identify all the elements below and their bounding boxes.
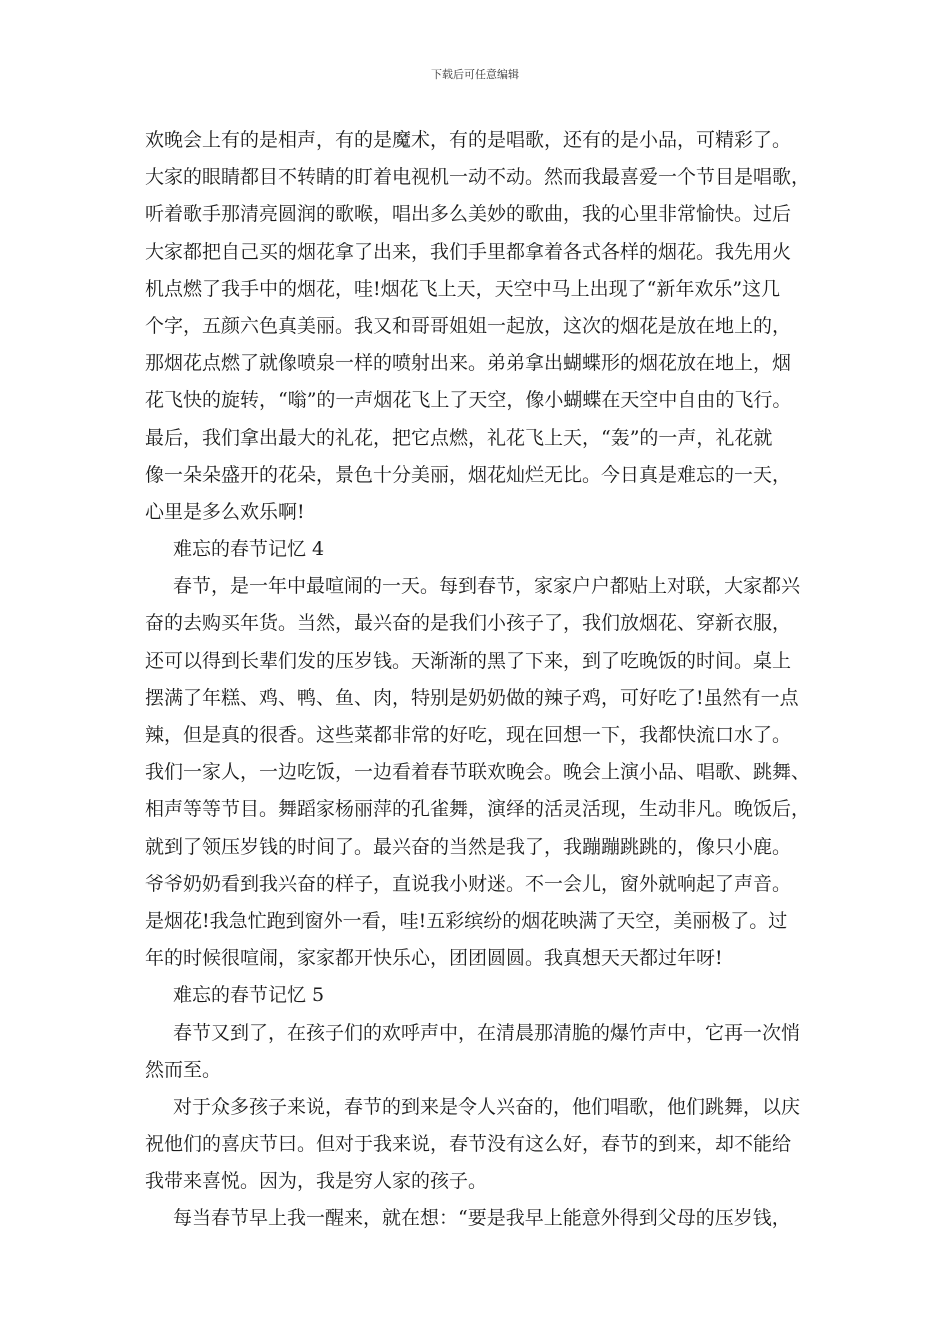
text-line: 花飞快的旋转，“嗡”的一声烟花飞上了天空，像小蝴蝶在天空中自由的飞行。 (145, 389, 792, 412)
text-line: 最后，我们拿出最大的礼花，把它点燃，礼花飞上天，“轰”的一声，礼花就 (145, 426, 773, 449)
text-line: 摆满了年糕、鸡、鸭、鱼、肉，特别是奶奶做的辣子鸡，可好吃了!虽然有一点 (145, 686, 799, 709)
text-line: 爷爷奶奶看到我兴奋的样子，直说我小财迷。不一会儿，窗外就响起了声音。 (145, 872, 792, 895)
text-line: 大家都把自己买的烟花拿了出来，我们手里都拿着各式各样的烟花。我先用火 (145, 240, 792, 263)
document-body (145, 122, 825, 1238)
text-line: 相声等等节目。舞蹈家杨丽萍的孔雀舞，演绎的活灵活现，生动非凡。晚饭后， (145, 798, 811, 821)
text-line: 是烟花!我急忙跑到窗外一看，哇!五彩缤纷的烟花映满了天空，美丽极了。过 (145, 909, 788, 932)
text-line: 大家的眼睛都目不转睛的盯着电视机一动不动。然而我最喜爱一个节目是唱歌， (145, 166, 811, 189)
text-line: 对于众多孩子来说，春节的到来是令人兴奋的，他们唱歌，他们跳舞，以庆 (173, 1095, 801, 1118)
text-line: 个字，五颜六色真美丽。我又和哥哥姐姐一起放，这次的烟花是放在地上的， (145, 314, 792, 337)
text-line: 听着歌手那清亮圆润的歌喉，唱出多么美妙的歌曲，我的心里非常愉快。过后 (145, 203, 792, 226)
text-line: 那烟花点燃了就像喷泉一样的喷射出来。弟弟拿出蝴蝶形的烟花放在地上，烟 (145, 352, 792, 375)
section-heading: 难忘的春节记忆 5 (173, 984, 325, 1007)
text-line: 像一朵朵盛开的花朵，景色十分美丽，烟花灿烂无比。今日真是难忘的一天， (145, 463, 792, 486)
text-line: 心里是多么欢乐啊! (145, 500, 305, 523)
text-line: 祝他们的喜庆节曰。但对于我来说，春节没有这么好，春节的到来，却不能给 (145, 1133, 792, 1156)
text-line: 我们一家人，一边吃饭，一边看着春节联欢晚会。晚会上演小品、唱歌、跳舞、 (145, 761, 811, 784)
text-line: 春节，是一年中最喧闹的一天。每到春节，家家户户都贴上对联，大家都兴 (173, 575, 801, 598)
text-line: 每当春节早上我一醒来，就在想：“要是我早上能意外得到父母的压岁钱， (173, 1207, 791, 1230)
text-line: 还可以得到长辈们发的压岁钱。天渐渐的黑了下来，到了吃晚饭的时间。桌上 (145, 649, 792, 672)
section-heading: 难忘的春节记忆 4 (173, 538, 325, 561)
page-header: 下载后可任意编辑 (431, 68, 519, 81)
text-line: 年的时候很喧闹，家家都开快乐心，团团圆圆。我真想天天都过年呀! (145, 947, 723, 970)
text-line: 奋的去购买年货。当然，最兴奋的是我们小孩子了，我们放烟花、穿新衣服， (145, 612, 792, 635)
text-line: 辣，但是真的很香。这些菜都非常的好吃，现在回想一下，我都快流口水了。 (145, 724, 792, 746)
text-line: 我带来喜悦。因为，我是穷人家的孩子。 (145, 1170, 488, 1193)
text-line: 欢晚会上有的是相声，有的是魔术，有的是唱歌，还有的是小品，可精彩了。 (145, 129, 792, 151)
text-line: 春节又到了，在孩子们的欢呼声中，在清晨那清脆的爆竹声中，它再一次悄 (173, 1021, 801, 1044)
text-line: 然而至。 (145, 1058, 222, 1081)
text-line: 就到了领压岁钱的时间了。最兴奋的当然是我了，我蹦蹦跳跳的，像只小鹿。 (145, 835, 792, 858)
text-line: 机点燃了我手中的烟花，哇!烟花飞上天，天空中马上出现了“新年欢乐”这几 (145, 277, 781, 300)
